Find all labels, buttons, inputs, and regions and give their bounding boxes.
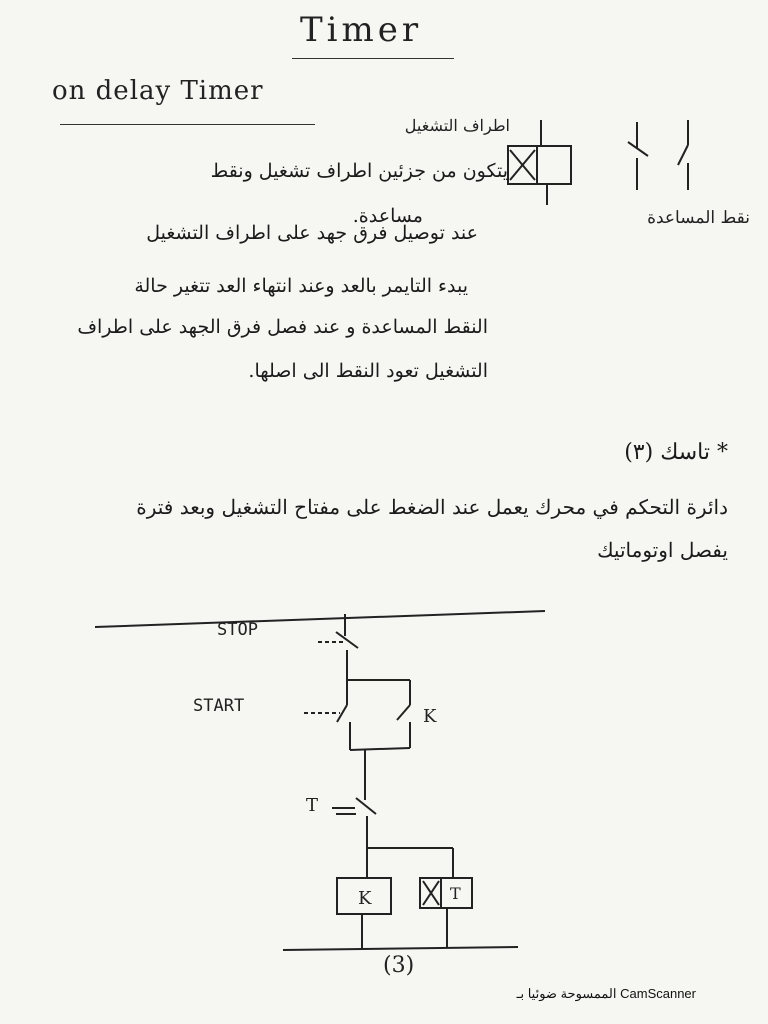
page-title: Timer xyxy=(300,10,423,50)
paragraph-line-3: عند توصيل فرق جهد على اطراف التشغيل xyxy=(146,222,478,244)
bottom-supply-line xyxy=(283,947,518,950)
exercise-description-line-2: يفصل اوتوماتيك xyxy=(597,538,728,562)
start-button-contact xyxy=(337,705,347,722)
scanner-watermark: CamScanner الممسوحة ضوئيا بـ xyxy=(516,986,696,1001)
section-subtitle: on delay Timer xyxy=(52,76,264,106)
stop-button-label: STOP xyxy=(217,620,258,640)
start-button-label: START xyxy=(193,696,245,716)
auxiliary-contacts-label: نقط المساعدة xyxy=(647,208,750,228)
paragraph-line-5: النقط المساعدة و عند فصل فرق الجهد على اطراف xyxy=(77,316,488,338)
exercise-title: * تاسك (٣) xyxy=(624,440,728,465)
paragraph-line-6: التشغيل تعود النقط الى اصلها. xyxy=(248,360,488,382)
t-contact-label: T xyxy=(306,795,319,816)
t-nc-contact xyxy=(356,798,376,814)
top-supply-line xyxy=(95,611,545,627)
paragraph-line-2: مساعدة. xyxy=(352,205,423,227)
paragraph-line-4: يبدء التايمر بالعد وعند انتهاء العد تتغير حالة xyxy=(134,275,468,297)
stop-button-contact xyxy=(336,632,358,648)
operating-terminals-label: اطراف التشغيل xyxy=(404,116,510,135)
t-coil-box xyxy=(420,878,472,908)
exercise-description-line-1: دائرة التحكم في محرك يعمل عند الضغط على مفتاح التشغيل وبعد فترة xyxy=(136,495,728,519)
k-contact-label: K xyxy=(423,706,437,727)
paragraph-line-1: يتكون من جزئين اطراف تشغيل ونقط xyxy=(210,160,508,182)
k-coil-label: K xyxy=(358,888,372,909)
t-coil-label: T xyxy=(450,884,461,903)
page-number: (3) xyxy=(383,953,415,978)
k-holding-contact xyxy=(397,705,410,720)
